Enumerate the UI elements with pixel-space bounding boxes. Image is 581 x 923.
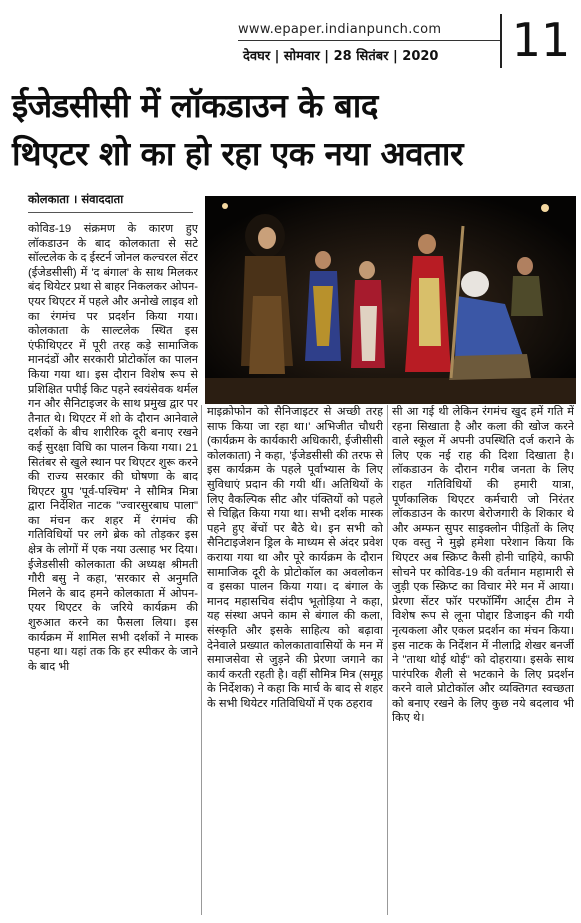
article-column-1-text: कोविड-19 संक्रमण के कारण हुए लॉकडाउन के बाद कोलकाता से सटे सॉल्टलेक के द ईस्टर्न जोनल कल्चरल सेंटर (ईजेडसीसी) में 'द बंगाल' के साथ मिलकर बंद थियेटर प्रथा से बाहर निकलकर ओपन-एयर थिएटर में पहले और अनोखे लाइव शो का रंगमंच पर प्रदर्शन किया गया। कोलकाता के साल्टलेक स्थित इस एंफीथिएटर में पूरी तरह कड़े सामाजिक मानदंडों और सरकारी प्रोटोकॉल का पालन किया गया था। इस दौरान विशेष रूप से प्रशिक्षित पपीई किट पहने स्वयंसेवक थर्मल गन और सैनिटाइजर के साथ प्रमुख द्वार पर तैनात थे। थिएटर में शो के दौरान आनेवाले दर्शकों के बीच शारीरिक दूरी बनाए रखने कई सुरक्षा विधि का पालन किया गया। 21 सितंबर से खुले स्थान पर थिएटर शुरू करने की राज्य सरकार की घोषणा के बाद थिएटर ग्रुप 'पूर्व-पश्चिम' ने सौमित्र मित्रा द्वारा निर्देशित नाटक "ज्वारसुरबाघ पाला" का मंचन कर शहर में रंगमंच की गतिविधियों पर लगे ब्रेक को तोड़कर इस क्षेत्र के लोगों में एक नया उत्साह भर दिया। ईजेडसीसी कोलकाता की अध्यक्ष श्रीमती गौरी बसु ने कहा, 'सरकार से अनुमति मिलने के बाद हमने कोलकाता में ओपन-एयर थिएटर के जरिये कार्यक्रम की शुरुआत करने का फैसला लिया। इस कार्यक्रम में शामिल सभी दर्शकों ने मास्क पहना था। यहां तक कि हर स्पीकर के जाने के बाद भी [28,223,198,673]
column-divider [387,405,388,915]
dateline-rule [28,212,193,213]
article-column-2-text: माइक्रोफोन को सैनिजाइटर से अच्छी तरह साफ किया जा रहा था।' अभिजीत चौधरी (कार्यक्रम के कार्यकारी अधिकारी, ईजीसीसी कोलकाता) ने कहा, 'ईजेडसीसी की तरफ से इस कार्यक्रम के पहले पूर्वाभ्यास के लिए सुविधाएं प्रदान की गयी थीं। अतिथियों के लिए वैकल्पिक सीट और पंक्तियों को पहले से चिह्नित किया गया था। सभी दर्शक मास्क पहने हुए बेंचों पर बैठे थे। इन सभी को सैनिटाइजेशन ड्रिल के माध्यम से अंदर प्रवेश कराया गया था और पूरे कार्यक्रम के दौरान सामाजिक दूरी के प्रोटोकॉल का अवलोकन व इसका पालन किया गया। द बंगाल के मानद महासचिव संदीप भूतोड़िया ने कहा, यह संस्था अपने काम से बंगाल की कला, संस्कृति और इसके साहित्य को बढ़ावा देनेवाले प्रख्यात कोलकातावासियों के मन में समाजसेवा से जुड़ने की प्रेरणा जगाने का कार्य करती रहती है। वहीं सौमित्र मित्र (समूह के निर्देशक) ने कहा कि मार्च के बाद से शहर के सभी थियेटर गतिविधियों में एक ठहराव [207,406,383,710]
page-number: 11 [511,13,571,67]
article-column-2 [207,405,383,915]
headline [12,82,572,178]
article-column-1 [28,222,198,917]
dateline: कोलकाता । संवाददाता [28,192,124,206]
masthead-url: www.epaper.indianpunch.com [238,22,442,37]
masthead-date: देवघर | सोमवार | 28 सितंबर | 2020 [243,49,439,64]
article-column-3 [392,405,574,915]
stage-performance-illustration [205,196,576,404]
masthead-rule [238,40,500,41]
page-number-divider [500,14,502,68]
column-divider [201,405,202,915]
stage-performance-photo [205,196,576,404]
article-column-3-text: सी आ गई थी लेकिन रंगमंच खुद हमें गति में रहना सिखाता है और कला की खोज करने वाले स्कूल में अपनी उपस्थिति दर्ज कराने के लिए एक नई राह की दिशा दिखाता है। लॉकडाउन के दौरान गरीब जनता के लिए राहत गतिविधियों की हमारी यात्रा, पूर्णकालिक थिएटर कर्मचारी जो निरंतर लॉकडाउन के कारण बेरोजगारी के शिकार थे और अम्फन सुपर साइक्लोन पीड़ितों के लिए एक वस्तु ने मुझे हमेशा परेशान किया कि थिएटर अब स्क्रिप्ट कैसी होनी चाहिये, काफी सोचने पर कोविड-19 की वर्तमान महामारी से जुड़ी एक स्क्रिप्ट का विचार मेरे मन में आया। प्रेरणा सेंटर फॉर परफॉर्मिंग आर्ट्स टीम ने विशेष रूप से लूना पोद्दार डिजाइन की गयी नृत्यकला और एकल प्रदर्शन का मंचन किया। इस नाटक के निर्देशन में नीलाद्रि शेखर बनर्जी ने "ताथा थोई थोई" को दोहराया। इसके साथ पारंपरिक शैली से भटकाने के लिए प्रदर्शन करने वाले प्रोटोकॉल और व्यक्तिगत स्वच्छता को बनाए रखने के लिए कुछ नये बदलाव भी किए थे। [392,406,574,725]
headline-line-1: ईजेडसीसी में लॉकडाउन के बाद [12,86,378,125]
headline-line-2: थिएटर शो का हो रहा एक नया अवतार [12,134,463,173]
